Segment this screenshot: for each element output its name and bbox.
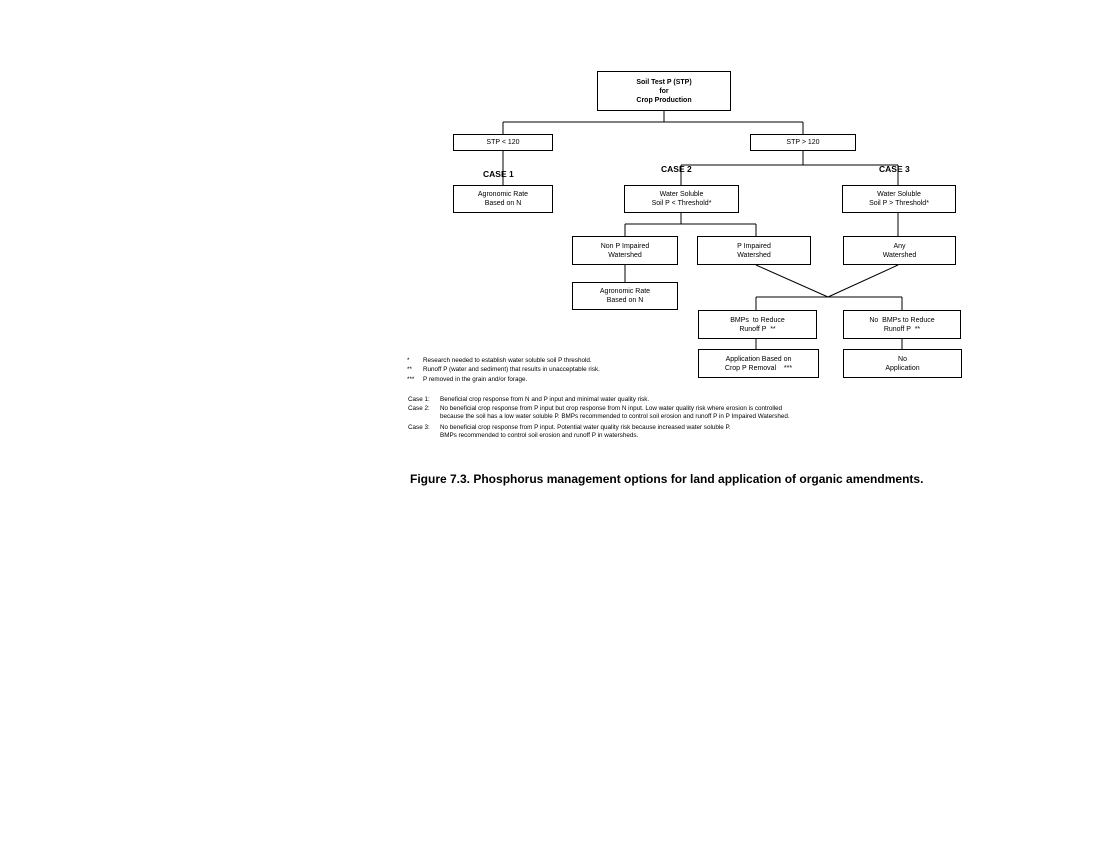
node-text-line: Water Soluble	[877, 191, 921, 198]
case-2-label: CASE 2	[661, 164, 692, 174]
case-description-label: Case 3:	[408, 424, 430, 431]
node-no-application	[843, 349, 962, 378]
node-soil-test-p	[597, 71, 731, 111]
footnote-mark: *	[407, 357, 410, 364]
case-description-text: BMPs recommended to control soil erosion and runoff P in watersheds.	[440, 432, 639, 439]
case-3-label: CASE 3	[879, 164, 910, 174]
node-text-line: Non P Impaired	[600, 242, 650, 250]
node-no-bmps-reduce-runoff	[843, 310, 961, 339]
footnote-mark: **	[407, 366, 412, 373]
node-text-line: for	[659, 87, 669, 95]
node-bmps-reduce-runoff	[698, 310, 817, 339]
node-text-line: Soil P > Threshold*	[869, 200, 929, 207]
node-text-line: Watershed	[737, 251, 771, 259]
node-text-line: P Impaired	[737, 242, 771, 250]
node-any-watershed	[843, 236, 956, 265]
node-application-crop-removal	[698, 349, 819, 378]
node-text-line: BMPs to Reduce	[730, 316, 785, 324]
node-text-line: Soil Test P (STP)	[636, 78, 692, 86]
node-text-line: Runoff P **	[739, 325, 776, 333]
node-stp-greater-120	[750, 134, 856, 151]
node-case2-agronomic-rate	[572, 282, 678, 310]
case-description-text: No beneficial crop response from P input. Potential water quality risk because increased water soluble P.	[440, 424, 731, 431]
node-stp-less-120	[453, 134, 553, 151]
node-text-line: Agronomic Rate	[477, 191, 529, 198]
node-text-line: STP > 120	[786, 139, 820, 146]
node-text-line: Any	[893, 242, 906, 250]
case-description-text: No beneficial crop response from P input but crop response from N input. Low water quality risk where erosion is controlled	[440, 405, 783, 412]
node-text-line: Based on N	[484, 200, 522, 207]
node-text-line: Runoff P **	[883, 325, 921, 333]
node-case2-water-soluble	[624, 185, 739, 213]
node-case1-agronomic-rate	[453, 185, 553, 213]
node-text-line: No	[898, 355, 907, 363]
connector	[756, 265, 828, 297]
node-text-line: Crop Production	[636, 96, 692, 104]
node-p-impaired	[697, 236, 811, 265]
footnote-mark: ***	[407, 376, 415, 383]
node-text-line: Watershed	[608, 251, 642, 259]
node-text-line: Application	[885, 364, 920, 372]
node-text-line: Soil P < Threshold*	[651, 200, 712, 207]
node-text-line: Application Based on	[725, 355, 792, 363]
node-text-line: Water Soluble	[659, 191, 704, 198]
case-description-text: because the soil has a low water soluble P. BMPs recommended to control soil erosion and runoff P in P Impaired Watershed.	[440, 413, 790, 420]
case-1-label: CASE 1	[483, 169, 514, 179]
node-case3-water-soluble	[842, 185, 956, 213]
figure-caption: Figure 7.3. Phosphorus management options for land application of organic amendments.	[410, 472, 924, 486]
case-description-text: Beneficial crop response from N and P input and minimal water quality risk.	[440, 396, 650, 403]
case-description-label: Case 1:	[408, 396, 430, 403]
node-non-p-impaired	[572, 236, 678, 265]
footnote-text: P removed in the grain and/or forage.	[423, 376, 528, 383]
node-text-line: STP < 120	[486, 139, 520, 146]
node-text-line: Crop P Removal ***	[724, 364, 793, 372]
footnote-text: Runoff P (water and sediment) that results in unacceptable risk.	[423, 366, 600, 373]
node-text-line: Watershed	[882, 251, 917, 259]
footnote-text: Research needed to establish water soluble soil P threshold.	[423, 357, 592, 364]
node-text-line: Agronomic Rate	[599, 288, 651, 295]
case-description-label: Case 2:	[408, 405, 430, 412]
connector	[828, 265, 898, 297]
node-text-line: Based on N	[606, 297, 644, 304]
node-text-line: No BMPs to Reduce	[869, 316, 935, 324]
